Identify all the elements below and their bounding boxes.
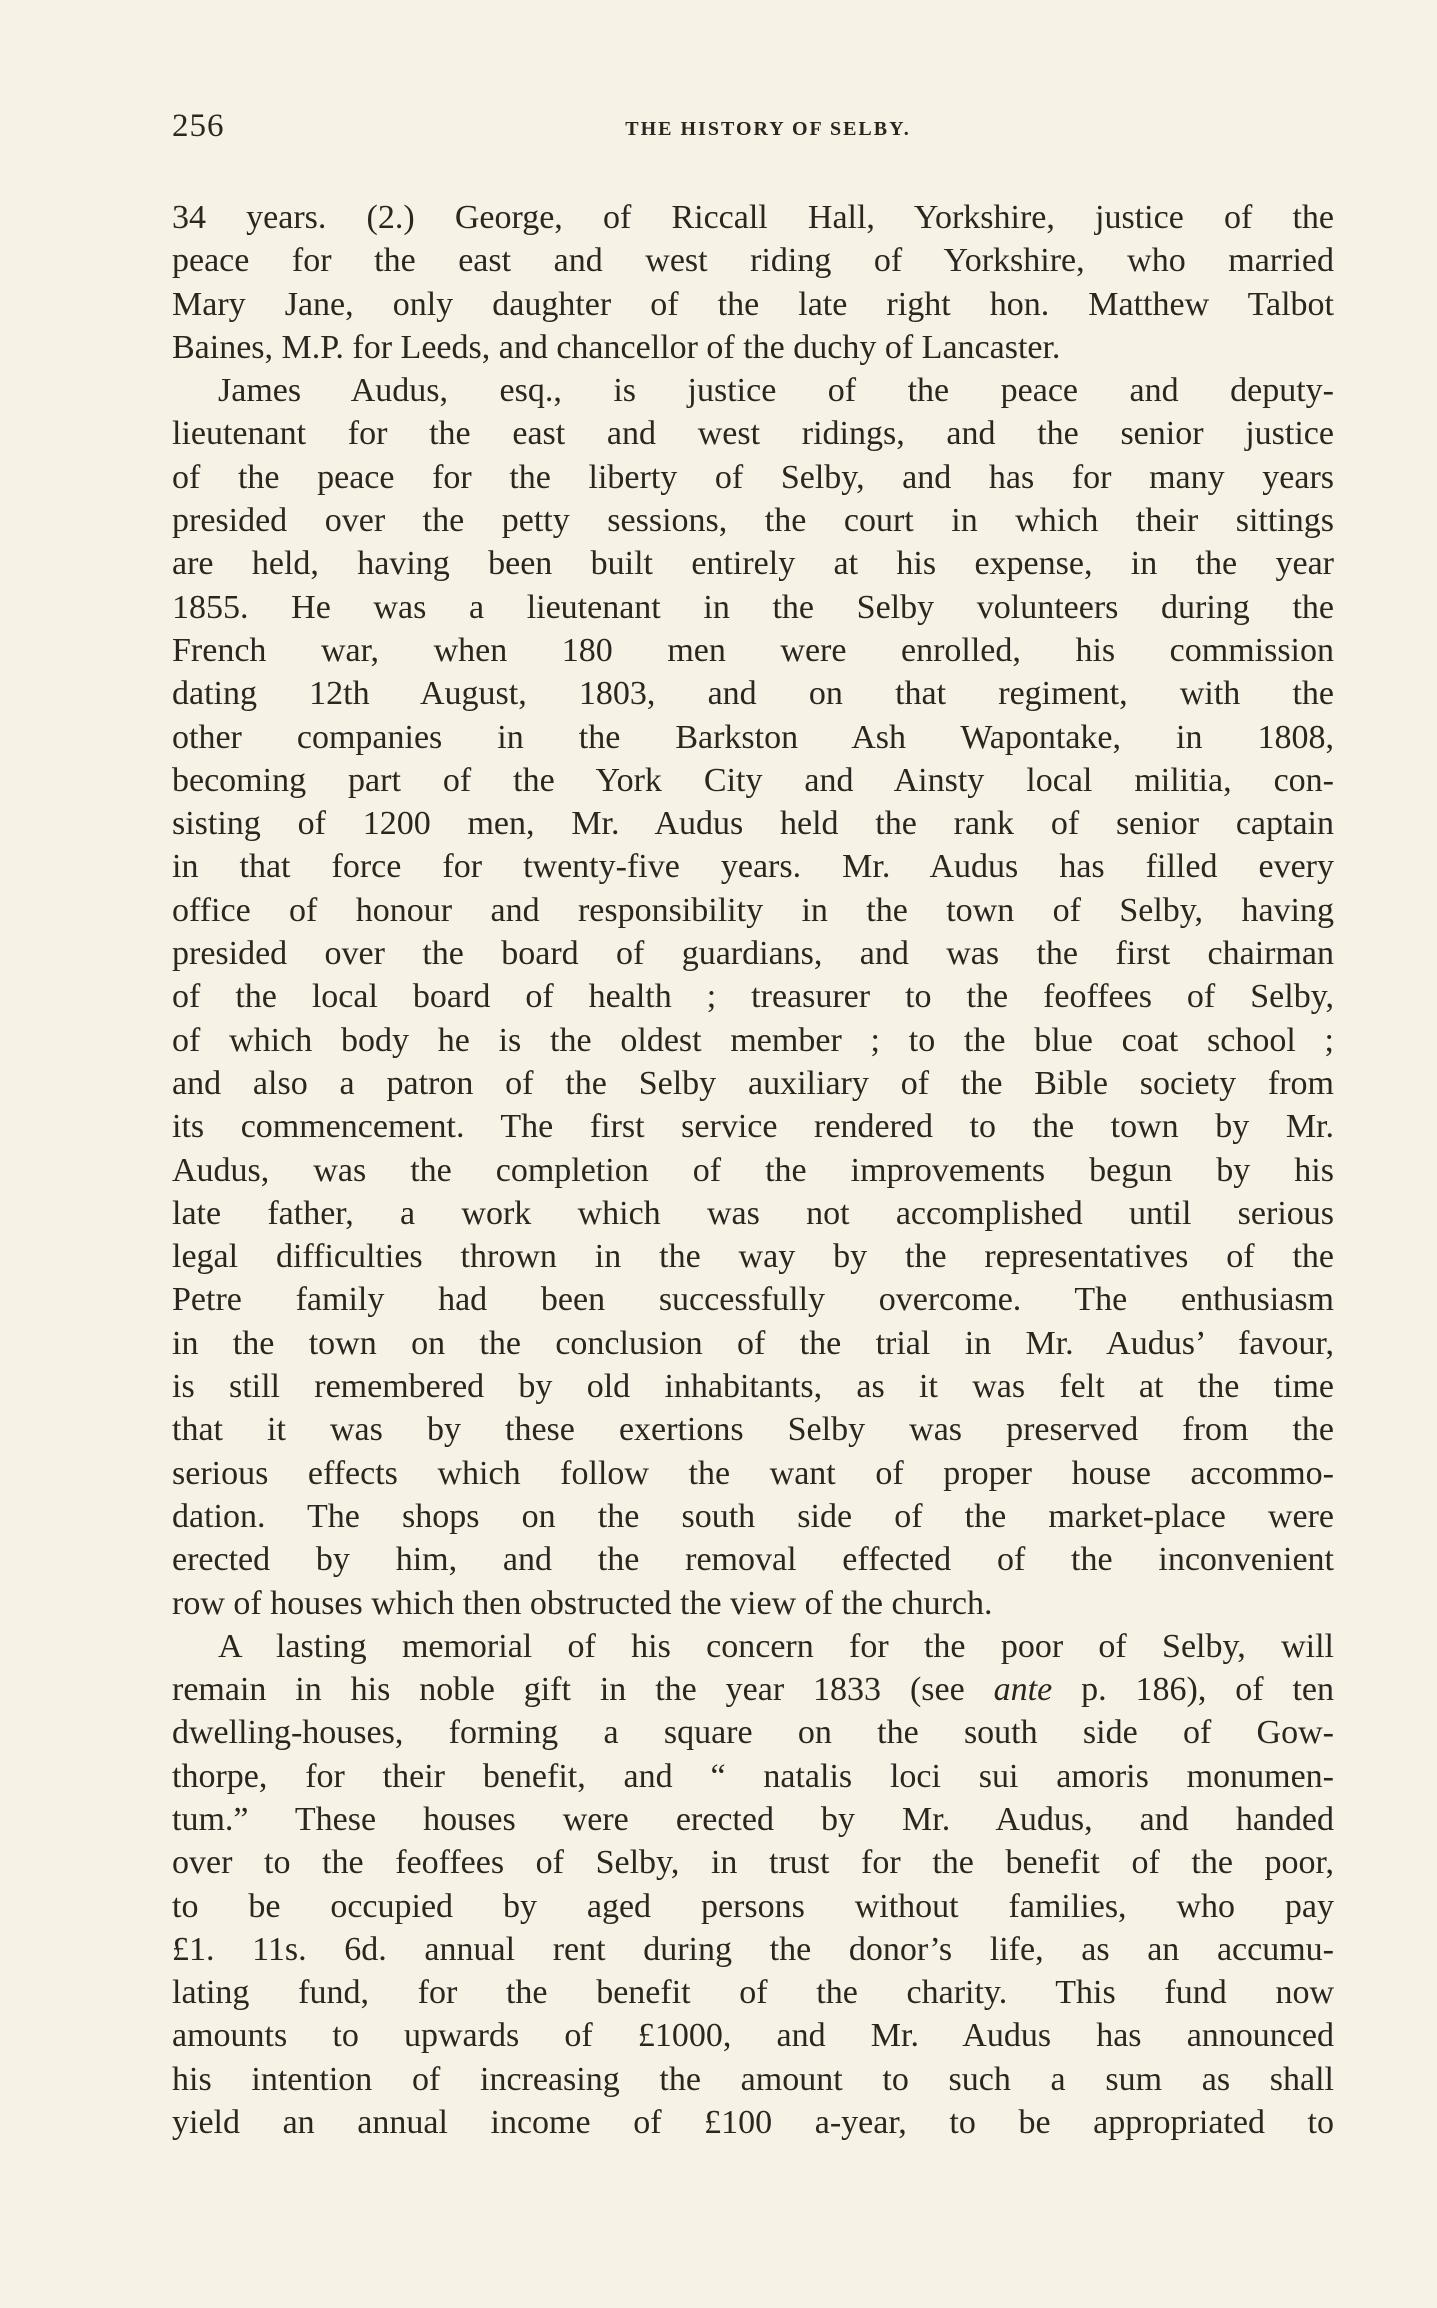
- page-number: 256: [172, 108, 225, 144]
- text-line: row of houses which then obstructed the view of the church.: [172, 1584, 993, 1622]
- text-line: French war, when 180 men were enrolled, his commission: [172, 631, 1334, 669]
- text-line: 34 years. (2.) George, of Riccall Hall, Yorkshire, justice of the: [172, 199, 1334, 236]
- text-line: peace for the east and west riding of Yorkshire, who married: [172, 242, 1334, 280]
- page-header: [172, 108, 1334, 156]
- text-line: serious effects which follow the want of proper house accommo-: [172, 1454, 1334, 1492]
- text-line: Mary Jane, only daughter of the late right hon. Matthew Talbot: [172, 285, 1334, 323]
- text-line: its commencement. The first service rendered to the town by Mr.: [172, 1108, 1334, 1146]
- text-line: presided over the board of guardians, and was the first chairman: [172, 935, 1334, 973]
- text-line: yield an annual income of £100 a-year, to be appropriated to: [172, 2104, 1334, 2142]
- body-text: [172, 196, 1334, 2144]
- text-line: lieutenant for the east and west ridings, and the senior justice: [172, 415, 1334, 453]
- text-line: is still remembered by old inhabitants, as it was felt at the time: [172, 1368, 1334, 1406]
- text-line: erected by him, and the removal effected of the inconvenient: [172, 1541, 1334, 1579]
- text-line: that it was by these exertions Selby was preserved from the: [172, 1411, 1334, 1449]
- text-line: Petre family had been successfully overcome. The enthusiasm: [172, 1281, 1334, 1319]
- text-line: to be occupied by aged persons without families, who pay: [172, 1887, 1334, 1925]
- text-line: his intention of increasing the amount to such a sum as shall: [172, 2060, 1334, 2098]
- text-line: are held, having been built entirely at his expense, in the year: [172, 545, 1334, 583]
- text-line-part: remain in his noble gift in the year 1833 (see: [172, 1671, 994, 1709]
- text-line: dating 12th August, 1803, and on that regiment, with the: [172, 675, 1334, 713]
- text-line: and also a patron of the Selby auxiliary of the Bible society from: [172, 1064, 1334, 1102]
- text-line: James Audus, esq., is justice of the peace and deputy-: [218, 372, 1334, 410]
- text-line: of the peace for the liberty of Selby, and has for many years: [172, 458, 1334, 496]
- text-line: late father, a work which was not accomplished until serious: [172, 1194, 1334, 1232]
- text-line: over to the feoffees of Selby, in trust for the benefit of the poor,: [172, 1844, 1334, 1882]
- text-line: other companies in the Barkston Ash Wapontake, in 1808,: [172, 718, 1334, 756]
- text-line: dwelling-houses, forming a square on the south side of Gow-: [172, 1714, 1334, 1752]
- running-head: THE HISTORY OF SELBY.: [625, 118, 911, 140]
- text-line: Baines, M.P. for Leeds, and chancellor of the duchy of Lancaster.: [172, 328, 1061, 366]
- text-line: sisting of 1200 men, Mr. Audus held the rank of senior captain: [172, 805, 1334, 843]
- italic-reference: ante: [993, 1671, 1053, 1709]
- text-line: [172, 1668, 1334, 1711]
- text-line: amounts to upwards of £1000, and Mr. Audus has announced: [172, 2017, 1334, 2055]
- text-line: 1855. He was a lieutenant in the Selby volunteers during the: [172, 588, 1334, 626]
- text-line: presided over the petty sessions, the court in which their sittings: [172, 502, 1334, 540]
- text-line: A lasting memorial of his concern for the poor of Selby, will: [218, 1627, 1334, 1665]
- text-line: Audus, was the completion of the improvements begun by his: [172, 1151, 1334, 1189]
- text-line: lating fund, for the benefit of the charity. This fund now: [172, 1974, 1334, 2012]
- text-line: legal difficulties thrown in the way by the representatives of the: [172, 1238, 1334, 1276]
- text-line: of the local board of health ; treasurer to the feoffees of Selby,: [172, 978, 1334, 1016]
- text-line: tum.” These houses were erected by Mr. Audus, and handed: [172, 1800, 1334, 1838]
- text-line: office of honour and responsibility in the town of Selby, having: [172, 891, 1334, 929]
- text-line: in that force for twenty-five years. Mr. Audus has filled every: [172, 848, 1334, 886]
- text-line: of which body he is the oldest member ; to the blue coat school ;: [172, 1021, 1334, 1059]
- text-line: £1. 11s. 6d. annual rent during the donor’s life, as an accumu-: [172, 1930, 1334, 1968]
- text-line: in the town on the conclusion of the trial in Mr. Audus’ favour,: [172, 1324, 1334, 1362]
- text-line: thorpe, for their benefit, and “ natalis loci sui amoris monumen-: [172, 1757, 1334, 1795]
- text-line-part: p. 186), of ten: [1052, 1671, 1335, 1709]
- text-line: becoming part of the York City and Ainsty local militia, con-: [172, 761, 1334, 799]
- text-line: dation. The shops on the south side of the market-place were: [172, 1497, 1334, 1535]
